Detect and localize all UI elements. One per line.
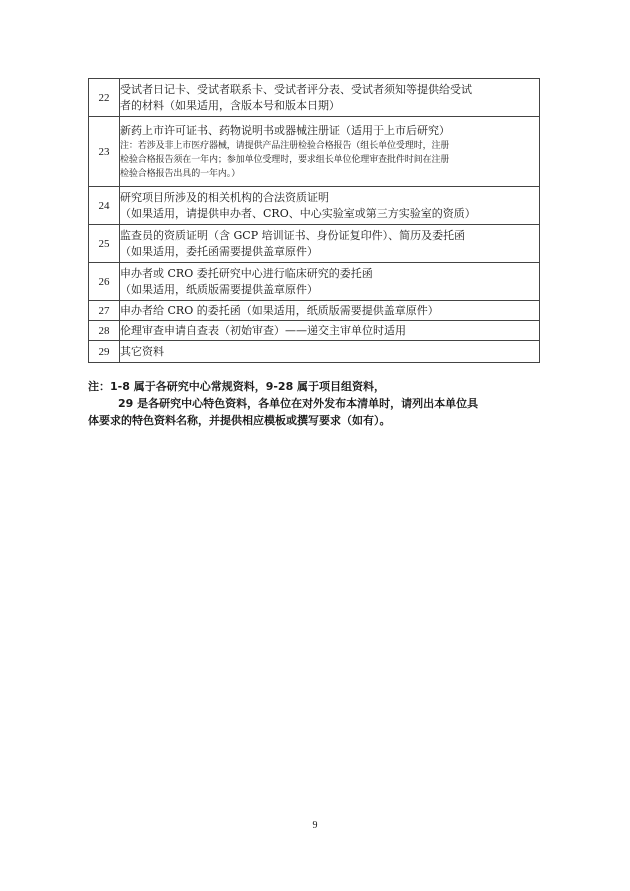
row-content <box>120 225 540 263</box>
footnote-line-2: 29 是各研究中心特色资料，各单位在对外发布本清单时，请列出本单位具 <box>118 397 479 410</box>
row-content-line: 监查员的资质证明（含 GCP 培训证书、身份证复印件）、简历及委托函 <box>120 228 466 242</box>
row-content <box>120 341 540 363</box>
table-row <box>89 263 540 301</box>
footnote-line-1: 注：1-8 属于各研究中心常规资料，9-28 属于项目组资料， <box>88 380 386 393</box>
row-content-line: 注：若涉及非上市医疗器械，请提供产品注册检验合格报告（组长单位受理时，注册 <box>120 140 450 151</box>
footnote-line-3: 体要求的特色资料名称，并提供相应模板或撰写要求（如有）。 <box>88 414 391 427</box>
table-row <box>89 79 540 117</box>
row-number: 26 <box>89 263 120 301</box>
row-content-line: 检验合格报告出具的一年内。） <box>120 168 241 179</box>
table-row <box>89 341 540 363</box>
table-row <box>89 187 540 225</box>
row-content <box>120 187 540 225</box>
row-content-line: 申办者给 CRO 的委托函（如果适用，纸质版需要提供盖章原件） <box>120 303 439 317</box>
row-content <box>120 321 540 341</box>
row-content-line: 新药上市许可证书、药物说明书或器械注册证（适用于上市后研究） <box>120 123 450 137</box>
row-content-line: 申办者或 CRO 委托研究中心进行临床研究的委托函 <box>120 266 373 280</box>
row-content <box>120 301 540 321</box>
row-number: 27 <box>89 301 120 321</box>
row-number: 23 <box>89 117 120 187</box>
row-content-line: （如果适用，请提供申办者、CRO、中心实验室或第三方实验室的资质） <box>120 206 476 220</box>
row-content-line: 者的材料（如果适用，含版本号和版本日期） <box>120 98 340 112</box>
row-content-line: （如果适用，纸质版需要提供盖章原件） <box>120 282 318 296</box>
row-number: 29 <box>89 341 120 363</box>
table-row <box>89 117 540 187</box>
row-number: 28 <box>89 321 120 341</box>
row-content-line: 其它资料 <box>120 344 164 358</box>
row-number: 22 <box>89 79 120 117</box>
row-content-line: 受试者日记卡、受试者联系卡、受试者评分表、受试者须知等提供给受试 <box>120 82 472 96</box>
row-content-line: 检验合格报告须在一年内；参加单位受理时，要求组长单位伦理审查批件时间在注册 <box>120 154 450 165</box>
row-content-line: 研究项目所涉及的相关机构的合法资质证明 <box>120 190 329 204</box>
table-row <box>89 321 540 341</box>
page-number: 9 <box>312 820 318 831</box>
row-content-line: （如果适用，委托函需要提供盖章原件） <box>120 244 318 258</box>
row-content <box>120 117 540 187</box>
document-table <box>88 78 540 363</box>
document-table-body <box>89 79 540 363</box>
row-content <box>120 263 540 301</box>
table-row <box>89 301 540 321</box>
row-number: 25 <box>89 225 120 263</box>
footnote <box>88 378 548 429</box>
table-row <box>89 225 540 263</box>
row-content <box>120 79 540 117</box>
row-number: 24 <box>89 187 120 225</box>
row-content-line: 伦理审查申请自查表（初始审查）——递交主审单位时适用 <box>120 323 406 337</box>
